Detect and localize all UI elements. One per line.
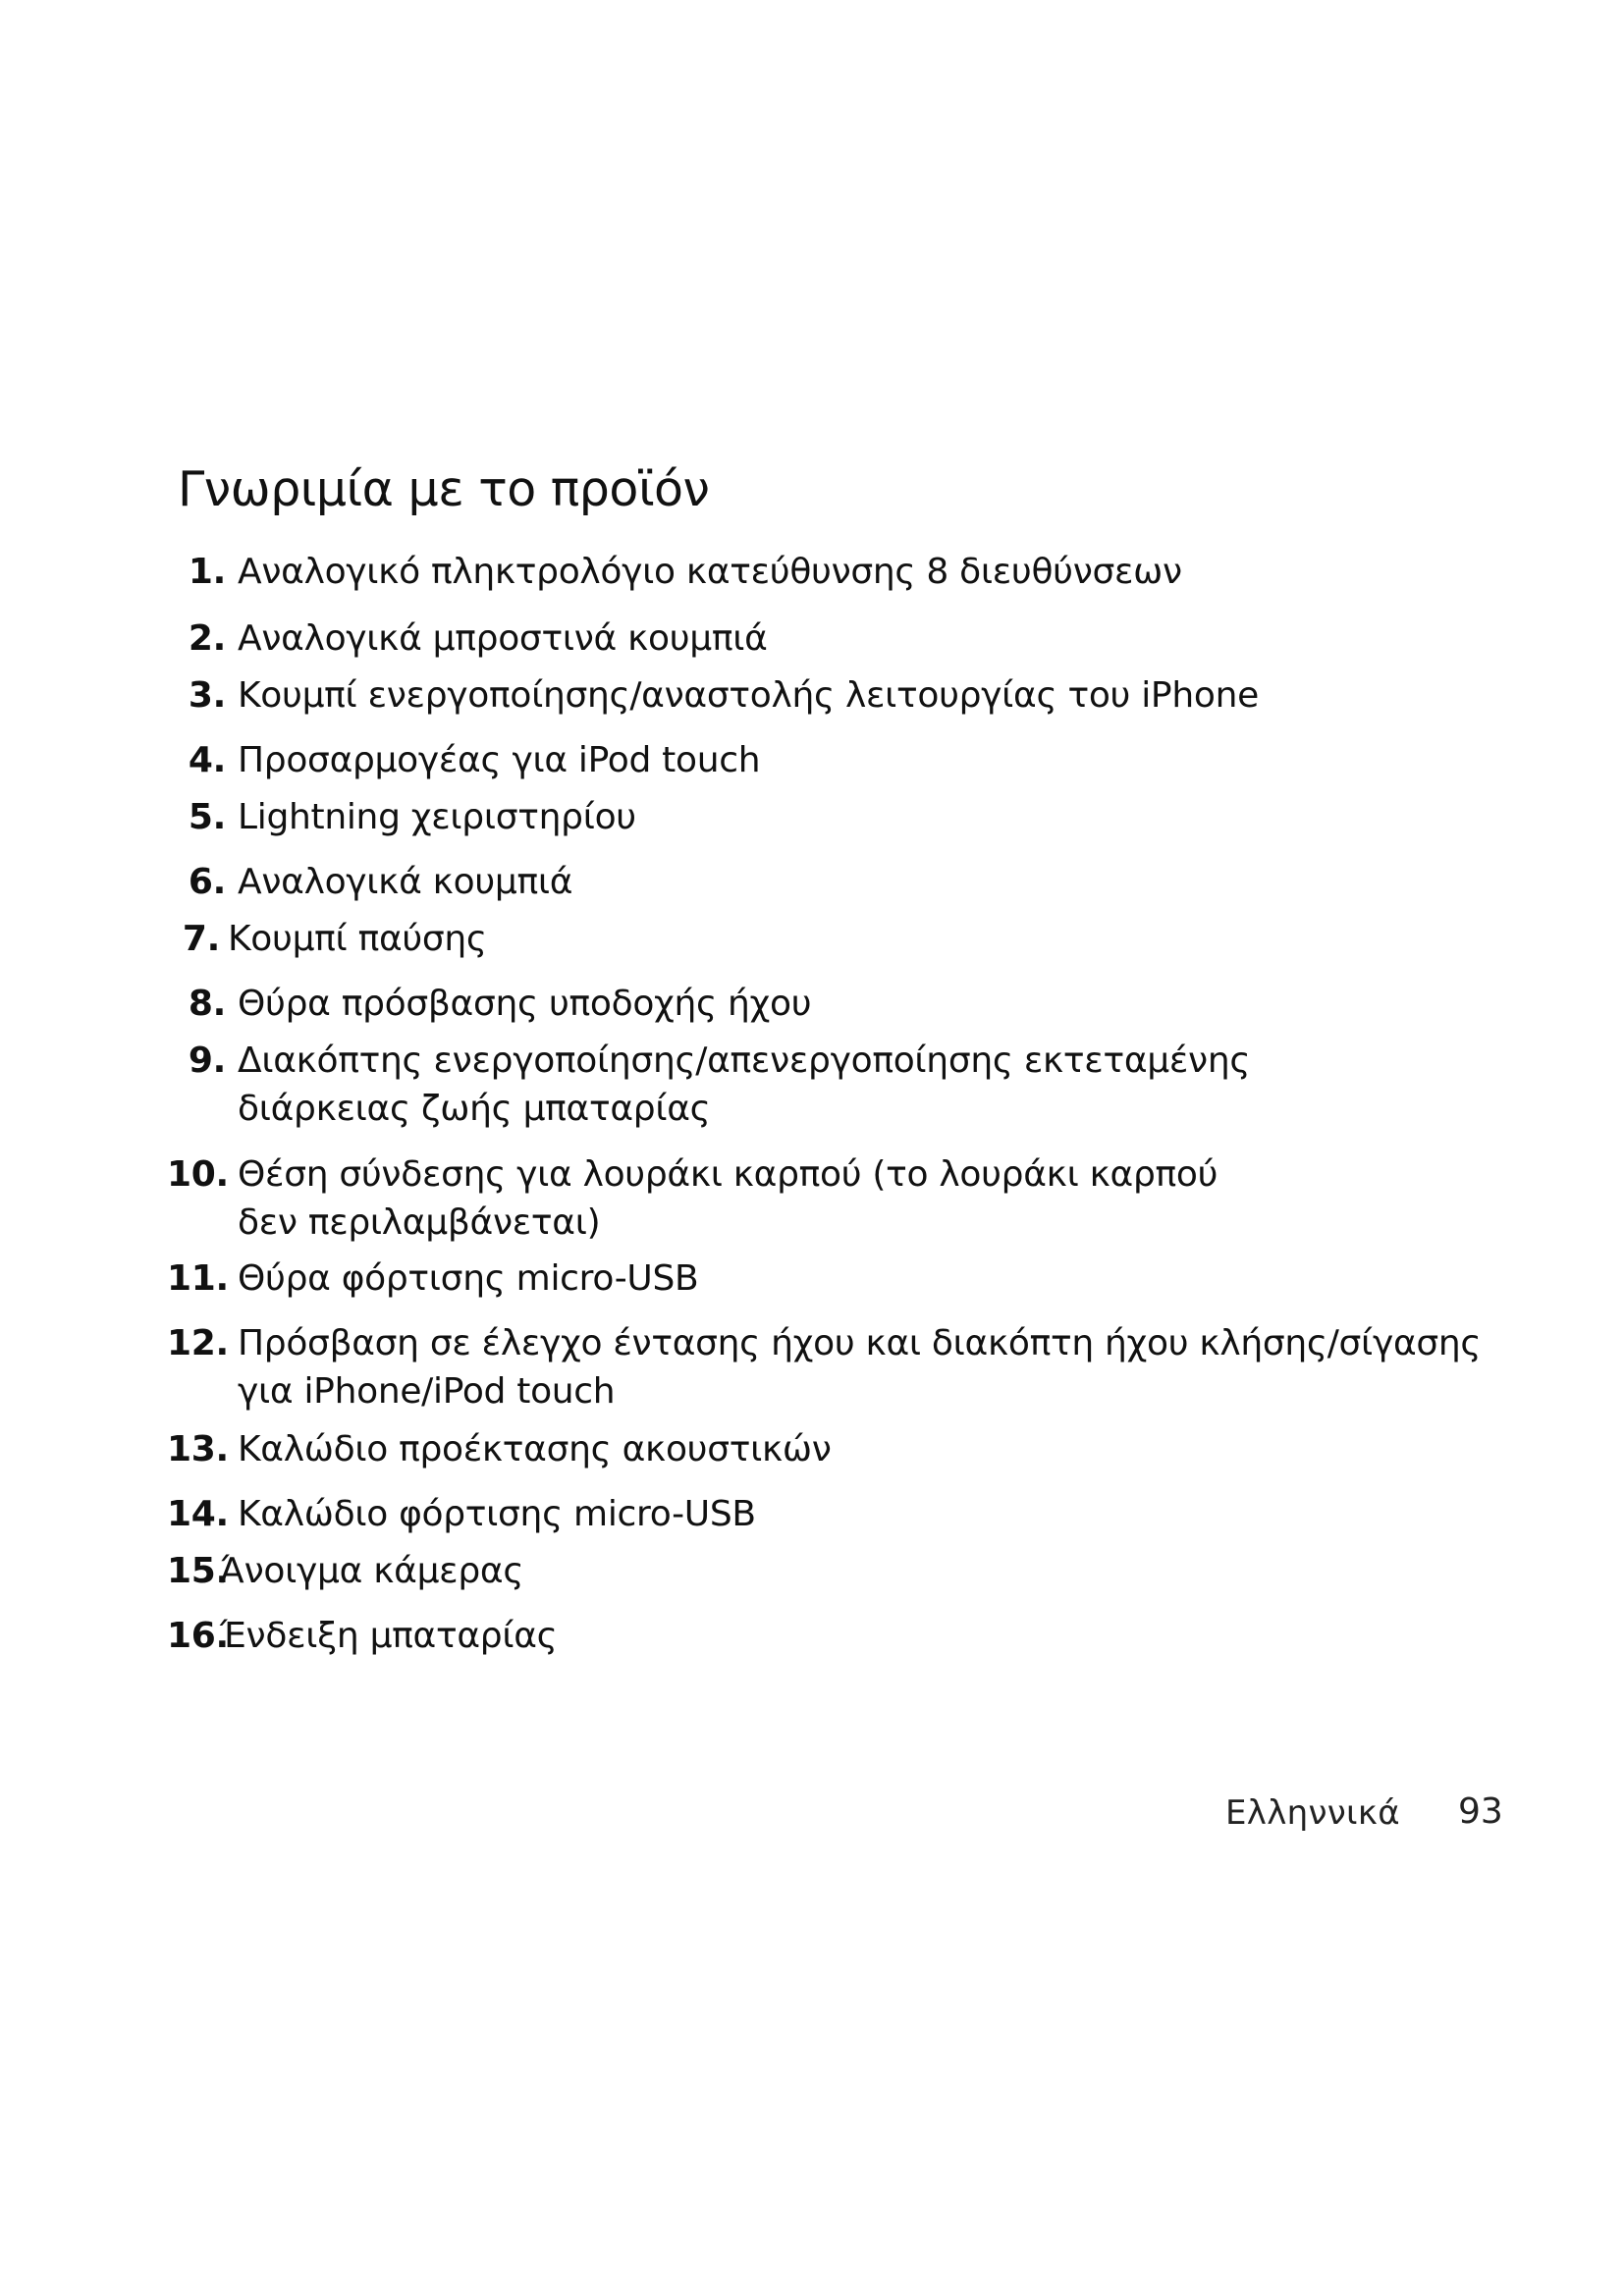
item-text: Αναλογικά κουμπιά (238, 862, 573, 902)
item-number: 1. (188, 552, 226, 592)
item-text: Προσαρμογέας για iPod touch (238, 740, 761, 780)
item-text: Θέση σύνδεσης για λουράκι καρπού (το λουράκι καρπού (238, 1154, 1218, 1195)
item-text: Καλώδιο φόρτισης micro-USB (238, 1494, 756, 1534)
item-number: 5. (188, 797, 226, 837)
item-text: Αναλογικό πληκτρολόγιο κατεύθυνσης 8 διευθύνσεων (238, 552, 1182, 592)
item-text: Κουμπί παύσης (228, 919, 487, 959)
footer-language: Ελληννικά (1225, 1793, 1400, 1833)
item-text: Καλώδιο προέκτασης ακουστικών (238, 1429, 832, 1469)
item-number: 15. (167, 1551, 229, 1591)
item-text: Θύρα πρόσβασης υποδοχής ήχου (238, 984, 812, 1024)
item-number: 9. (188, 1041, 226, 1081)
item-number: 7. (182, 919, 220, 959)
item-text-continuation: διάρκειας ζωής μπαταρίας (238, 1089, 711, 1129)
item-number: 16. (167, 1616, 229, 1656)
item-number: 2. (188, 618, 226, 659)
page-number: 93 (1458, 1791, 1503, 1832)
item-text: Lightning χειριστηρίου (238, 797, 636, 837)
item-text: Κουμπί ενεργοποίησης/αναστολής λειτουργίας του iPhone (238, 675, 1259, 716)
item-text: Πρόσβαση σε έλεγχο έντασης ήχου και διακόπτη ήχου κλήσης/σίγασης (238, 1323, 1482, 1363)
item-number: 6. (188, 862, 226, 902)
page-title: Γνωριμία με το προϊόν (178, 461, 710, 517)
item-number: 14. (167, 1494, 229, 1534)
item-text: Διακόπτης ενεργοποίησης/απενεργοποίησης εκτεταμένης (238, 1041, 1251, 1081)
item-number: 12. (167, 1323, 229, 1363)
item-text: Θύρα φόρτισης micro-USB (238, 1258, 699, 1299)
item-text: Αναλογικά μπροστινά κουμπιά (238, 618, 768, 659)
item-text-continuation: για iPhone/iPod touch (238, 1371, 616, 1412)
item-number: 8. (188, 984, 226, 1024)
item-number: 10. (167, 1154, 229, 1195)
item-number: 3. (188, 675, 226, 716)
item-number: 11. (167, 1258, 229, 1299)
item-text: Ένδειξη μπαταρίας (220, 1616, 558, 1656)
item-text-continuation: δεν περιλαμβάνεται) (238, 1202, 601, 1243)
item-number: 4. (188, 740, 226, 780)
item-number: 13. (167, 1429, 229, 1469)
item-text: Άνοιγμα κάμερας (220, 1551, 524, 1591)
